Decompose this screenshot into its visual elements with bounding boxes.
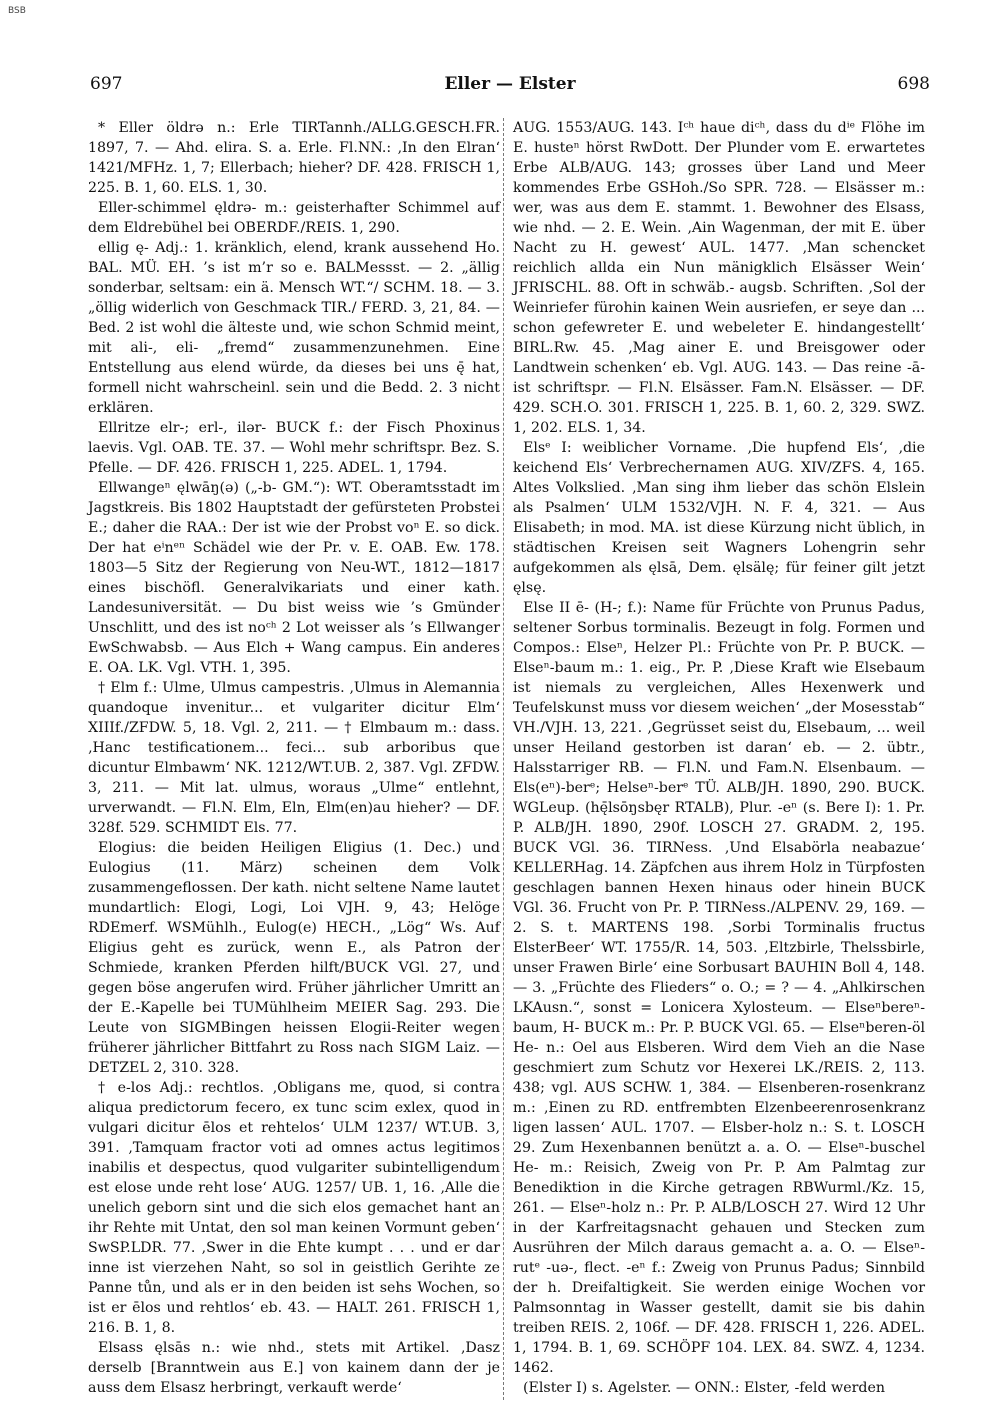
page-header: [90, 74, 930, 98]
column-divider: [503, 118, 504, 1400]
entry-elm: † Elm f.: Ulme, Ulmus campestris. ‚Ulmus in Alemannia quandoque invenitur... et vulgariter dicitur Elm‘ XIIIf./ZFDW. 5, 18. Vgl. 2, 211. — † Elmbaum m.: dass. ‚Hanc testificationem... feci... sub arboribus que dicuntur Elmbawm‘ NK. 1212/WT.UB. 2, 387. Vgl. ZFDW. 3, 211. — Mit lat. ulmus, woraus „Ulme“ entlehnt, urverwandt. — Fl.N. Elm, Eln, Elm(en)au hieher? — DF. 328f. 529. SCHMIDT Els. 77.: [88, 680, 500, 836]
entry-else-ii: Else II ē- (H-; f.): Name für Früchte von Prunus Padus, seltener Sorbus torminalis. Bezeugt in folg. Formen und Compos.: Elseⁿ, Helzer Pl.: Früchte von Pr. P. BUCK. — Elseⁿ-baum m.: 1. eig., Pr. P. ‚Diese Kraft wie Elsebaum ist niemals zu vergleichen, Alles Hexenwerk und Teufelskunst muss vor diesem weichen‘ „der Mosesstab“ VH./VJH. 13, 221. ‚Gegrüsset seist du, Elsebaum, ... weil unser Heiland gestorben ist daran‘ eb. — 2. übtr., Halsstarriger RB. — Fl.N. und Fam.N. Elsenbaum. — Els(eⁿ)-berᵉ; Helseⁿ-berᵉ TÜ. ALB/JH. 1890, 290. BUCK. WGLeup. (hę̄lsōŋsbęr RTALB), Plur. -eⁿ (s. Bere I): 1. Pr. P. ALB/JH. 1890, 290f. LOSCH 27. GRADM. 2, 195. BUCK VGl. 36. TIRNess. ‚Und Elsabörla neabazue‘ KELLERHag. 14. Zäpfchen aus ihrem Holz in Türpfosten geschlagen bannen Hexen hinaus oder hinein BUCK VGl. 36. Frucht von Pr. P. TIRNess./ALPENV. 29, 169. — 2. S. t. MARTENS 198. ‚Sorbi Torminalis fructus ElsterBeer‘ WT. 1755/R. 14, 503. ‚Eltzbirle, Thelssbirle, unser Frawen Birle‘ eine Sorbusart BAUHIN Boll 4, 148. — 3. „Früchte des Flieders“ o. O.; = ? — 4. „Ahlkirschen LKAusn.“, sonst = Lonicera Xylosteum. — Elseⁿbereⁿ-baum, H- BUCK m.: Pr. P. BUCK VGl. 65. — Elseⁿberen-öl He- n.: Oel aus Elsberen. Wird dem Vieh an die Nase geschmiert zum Schutz vor Hexerei LK./REIS. 2, 113. 438; vgl. AUS SCHW. 1, 384. — Elsenberen-rosenkranz m.: ‚Einen zu RD. entfrembten Elzenbeerenrosenkranz ligen lassen‘ AUL. 1707. — Elsber-holz n.: S. t. LOSCH 29. Zum Hexenbannen benützt a. a. O. — Elseⁿ-buschel He- m.: Reisich, Zweig von Pr. P. Am Palmtag zur Benediktion in die Kirche getragen RBWurml./Kz. 15, 261. — Elseⁿ-holz n.: Pr. P. ALB/LOSCH 27. Wird 12 Uhr in der Karfreitagsnacht gehauen und Stecken zum Ausrühren der Milch daraus gemacht a. a. O. — Elseⁿ-rutᵉ -uə-, flect. -eⁿ f.: Zweig von Prunus Padus; Sinnbild der h. Dreifaltigkeit. Sie werden einige Wochen vor Palmsonntag in Wasser gestellt, damit sie bis dahin treiben REIS. 2, 106f. — DF. 428. FRISCH 1, 226. ADEL. 1, 1794. B. 1, 69. SCHÖPF 104. LEX. 84. SWZ. 4, 1234. 1462.: [513, 600, 925, 1376]
entry-elsass-continued: AUG. 1553/AUG. 143. Iᶜʰ haue diᶜʰ, dass du dⁱᵉ Flöhe im E. husteⁿ hörst RwDott. Der Plunder vom E. erwartetes Erbe ALB/AUG. 143; grosses über Land und Meer kommendes Erbe GSHoh./So SPR. 728. — Elsässer m.: wer, was aus dem E. stammt. 1. Bewohner des Elsass, wie nhd. — 2. E. Wein. ‚Ain Wagenman, der mit E. über Nacht zu H. gewest‘ AUL. 1477. ‚Man schencket reichlich allda ein Nun mänigklich Elsässer Wein‘ JFRISCHL. 88. Oft in schwäb.- augsb. Schriften. ‚Sol der Weinriefer fürohin kainen Wein ausriefen, er seye dan ... schon gefewreter E. und webeleter E. hindangestellt‘ BIRL.Rw. 45. ‚Mag ainer E. und Breisgower oder Landtwein schenken‘ eb. Vgl. AUG. 143. — Das reine -ā- ist schriftspr. — Fl.N. Elsässer. Fam.N. Elsässer. — DF. 429. SCH.O. 301. FRISCH 1, 225. B. 1, 60. 2, 329. SWZ. 1, 202. ELS. 1, 34.: [513, 120, 925, 436]
left-column: [88, 118, 500, 1398]
entry-ellritze: Ellritze elr-; erl-, ilər- BUCK f.: der Fisch Phoxinus laevis. Vgl. OAB. TE. 37. — Wohl mehr schriftspr. Bez. S. Pfelle. — DF. 426. FRISCH 1, 225. ADEL. 1, 1794.: [88, 420, 500, 476]
library-stamp: BSB: [8, 6, 26, 16]
entry-eller-schimmel: Eller-schimmel ęldrə- m.: geisterhafter Schimmel auf dem Eldrebühel bei OBERDF./REIS. 1, 290.: [88, 200, 500, 236]
entry-ellig: ellig ę- Adj.: 1. kränklich, elend, krank aussehend Ho. BAL. MÜ. EH. ’s ist m’r so e. BALMessst. — 2. „ällig sonderbar, seltsam: ein ä. Mensch WT.“/ SCHM. 18. — 3. „öllig widerlich von Geschmack TIR./ FERD. 3, 21, 84. — Bed. 2 ist wohl die älteste und, wie schon Schmid meint, mit ali-, eli- „fremd“ zusammenzunehmen. Eine Entstellung aus elend würde, da dieses bei uns ę̄ hat, formell nicht wahrscheinl. sein und die Bedd. 2. 3 nicht erklären.: [88, 240, 500, 416]
entry-elogius: Elogius: die beiden Heiligen Eligius (1. Dec.) und Eulogius (11. März) scheinen dem Volk zusammengeflossen. Der kath. nicht seltene Name lautet mundartlich: Elogi, Logi, Loi VJH. 9, 43; Helöge RDEmerf. WSMühlh., Eulog(e) HECH., „Lög“ Ws. Auf Eligius geht es zurück, wenn E., als Patron der Schmiede, kranken Pferden hilft/BUCK VGl. 27, und gegen böse angerufen wird. Früher jährlicher Umritt an der E.-Kapelle bei TUMühlheim MEIER Sag. 293. Die Leute von SIGMBingen heissen Elogii-Reiter wegen früherer jährlicher Bittfahrt zu Ross nach SIGM Laiz. — DETZEL 2, 310. 328.: [88, 840, 500, 1076]
running-title: Eller — Elster: [444, 74, 576, 94]
entry-ellwangen: Ellwangeⁿ ęlwāŋ(ə) („-b- GM.“): WT. Oberamtsstadt im Jagstkreis. Bis 1802 Hauptstadt der gefürsteten Probstei E.; daher die RAA.: Der ist wie der Probst voⁿ E. so dick. Der hat eⁱnᵉⁿ Schädel wie der Pr. v. E. OAB. Ew. 178. 1803—5 Sitz der Regierung von Neu-WT., 1812—1817 eines bischöfl. Generalvikariats und einer kath. Landesuniversität. — Du bist weiss wie ’s Gmünder Unschlitt, und des ist noᶜʰ 2 Lot weisser als ’s Ellwanger EwSchwabsb. — Aus Elch + Wang campus. Ein anderes E. OA. LK. Vgl. VTH. 1, 395.: [88, 480, 500, 676]
entry-elsass: Elsass ęlsās n.: wie nhd., stets mit Artikel. ‚Dasz derselb [Branntwein aus E.] von kainem dann der je auss dem Elsasz herbringt, verkauft werde‘: [88, 1340, 500, 1396]
page-number-left: 697: [90, 74, 123, 94]
entry-e-los: † e-los Adj.: rechtlos. ‚Obligans me, quod, si contra aliqua predictorum fecero, ex tunc scim exlex, quod in vulgari dicitur ēlos et rehtelos‘ ULM 1237/ WT.UB. 3, 391. ‚Tamquam fractor voti ad omnes actus legitimos inabilis et despectus, quod vulgariter subintelligendum est elose unde reht lose‘ AUG. 1257/ UB. 1, 16. ‚Alle die unelich geborn sint und die sich elos gemachet hant an ihr Rehte mit Untat, den sol man keinen Vormunt geben‘ SwSP.LDR. 77. ‚Swer in die Ehte kumpt . . . und er dar inne ist vierzehen Naht, so sol in geistlich Gerihte ze Panne tůn, und als er in den beiden ist sehs Wochen, so ist er ēlos und rehtlos‘ eb. 43. — HALT. 261. FRISCH 1, 216. B. 1, 8.: [88, 1080, 500, 1336]
right-column: [513, 118, 925, 1398]
entry-eller: * Eller öldrə n.: Erle TIRTannh./ALLG.GESCH.FR. 1897, 7. — Ahd. elira. S. a. Erle. Fl.NN.: ‚In den Elran‘ 1421/MFHz. 1, 7; Ellerbach; hieher? DF. 428. FRISCH 1, 225. B. 1, 60. ELS. 1, 30.: [88, 120, 500, 196]
entry-else-i: Elsᵉ I: weiblicher Vorname. ‚Die hupfend Els‘, ‚die keichend Els‘ Verbrechernamen AUG. XIV/ZFS. 4, 165. Altes Volkslied. ‚Man sing ihm lieber das schön Elslein als Psalmen‘ ULM 1532/VJH. N. F. 4, 321. — Aus Elisabeth; in mod. MA. ist diese Kürzung nicht üblich, in städtischen Kreisen seit Wagners Lohengrin sehr aufgekommen als ęlsā, Dem. ęlsälę; für feiner gilt jetzt ęlsę.: [513, 440, 925, 596]
page-number-right: 698: [897, 74, 930, 94]
entry-elster-i: (Elster I) s. Agelster. — ONN.: Elster, -feld werden: [523, 1380, 885, 1396]
